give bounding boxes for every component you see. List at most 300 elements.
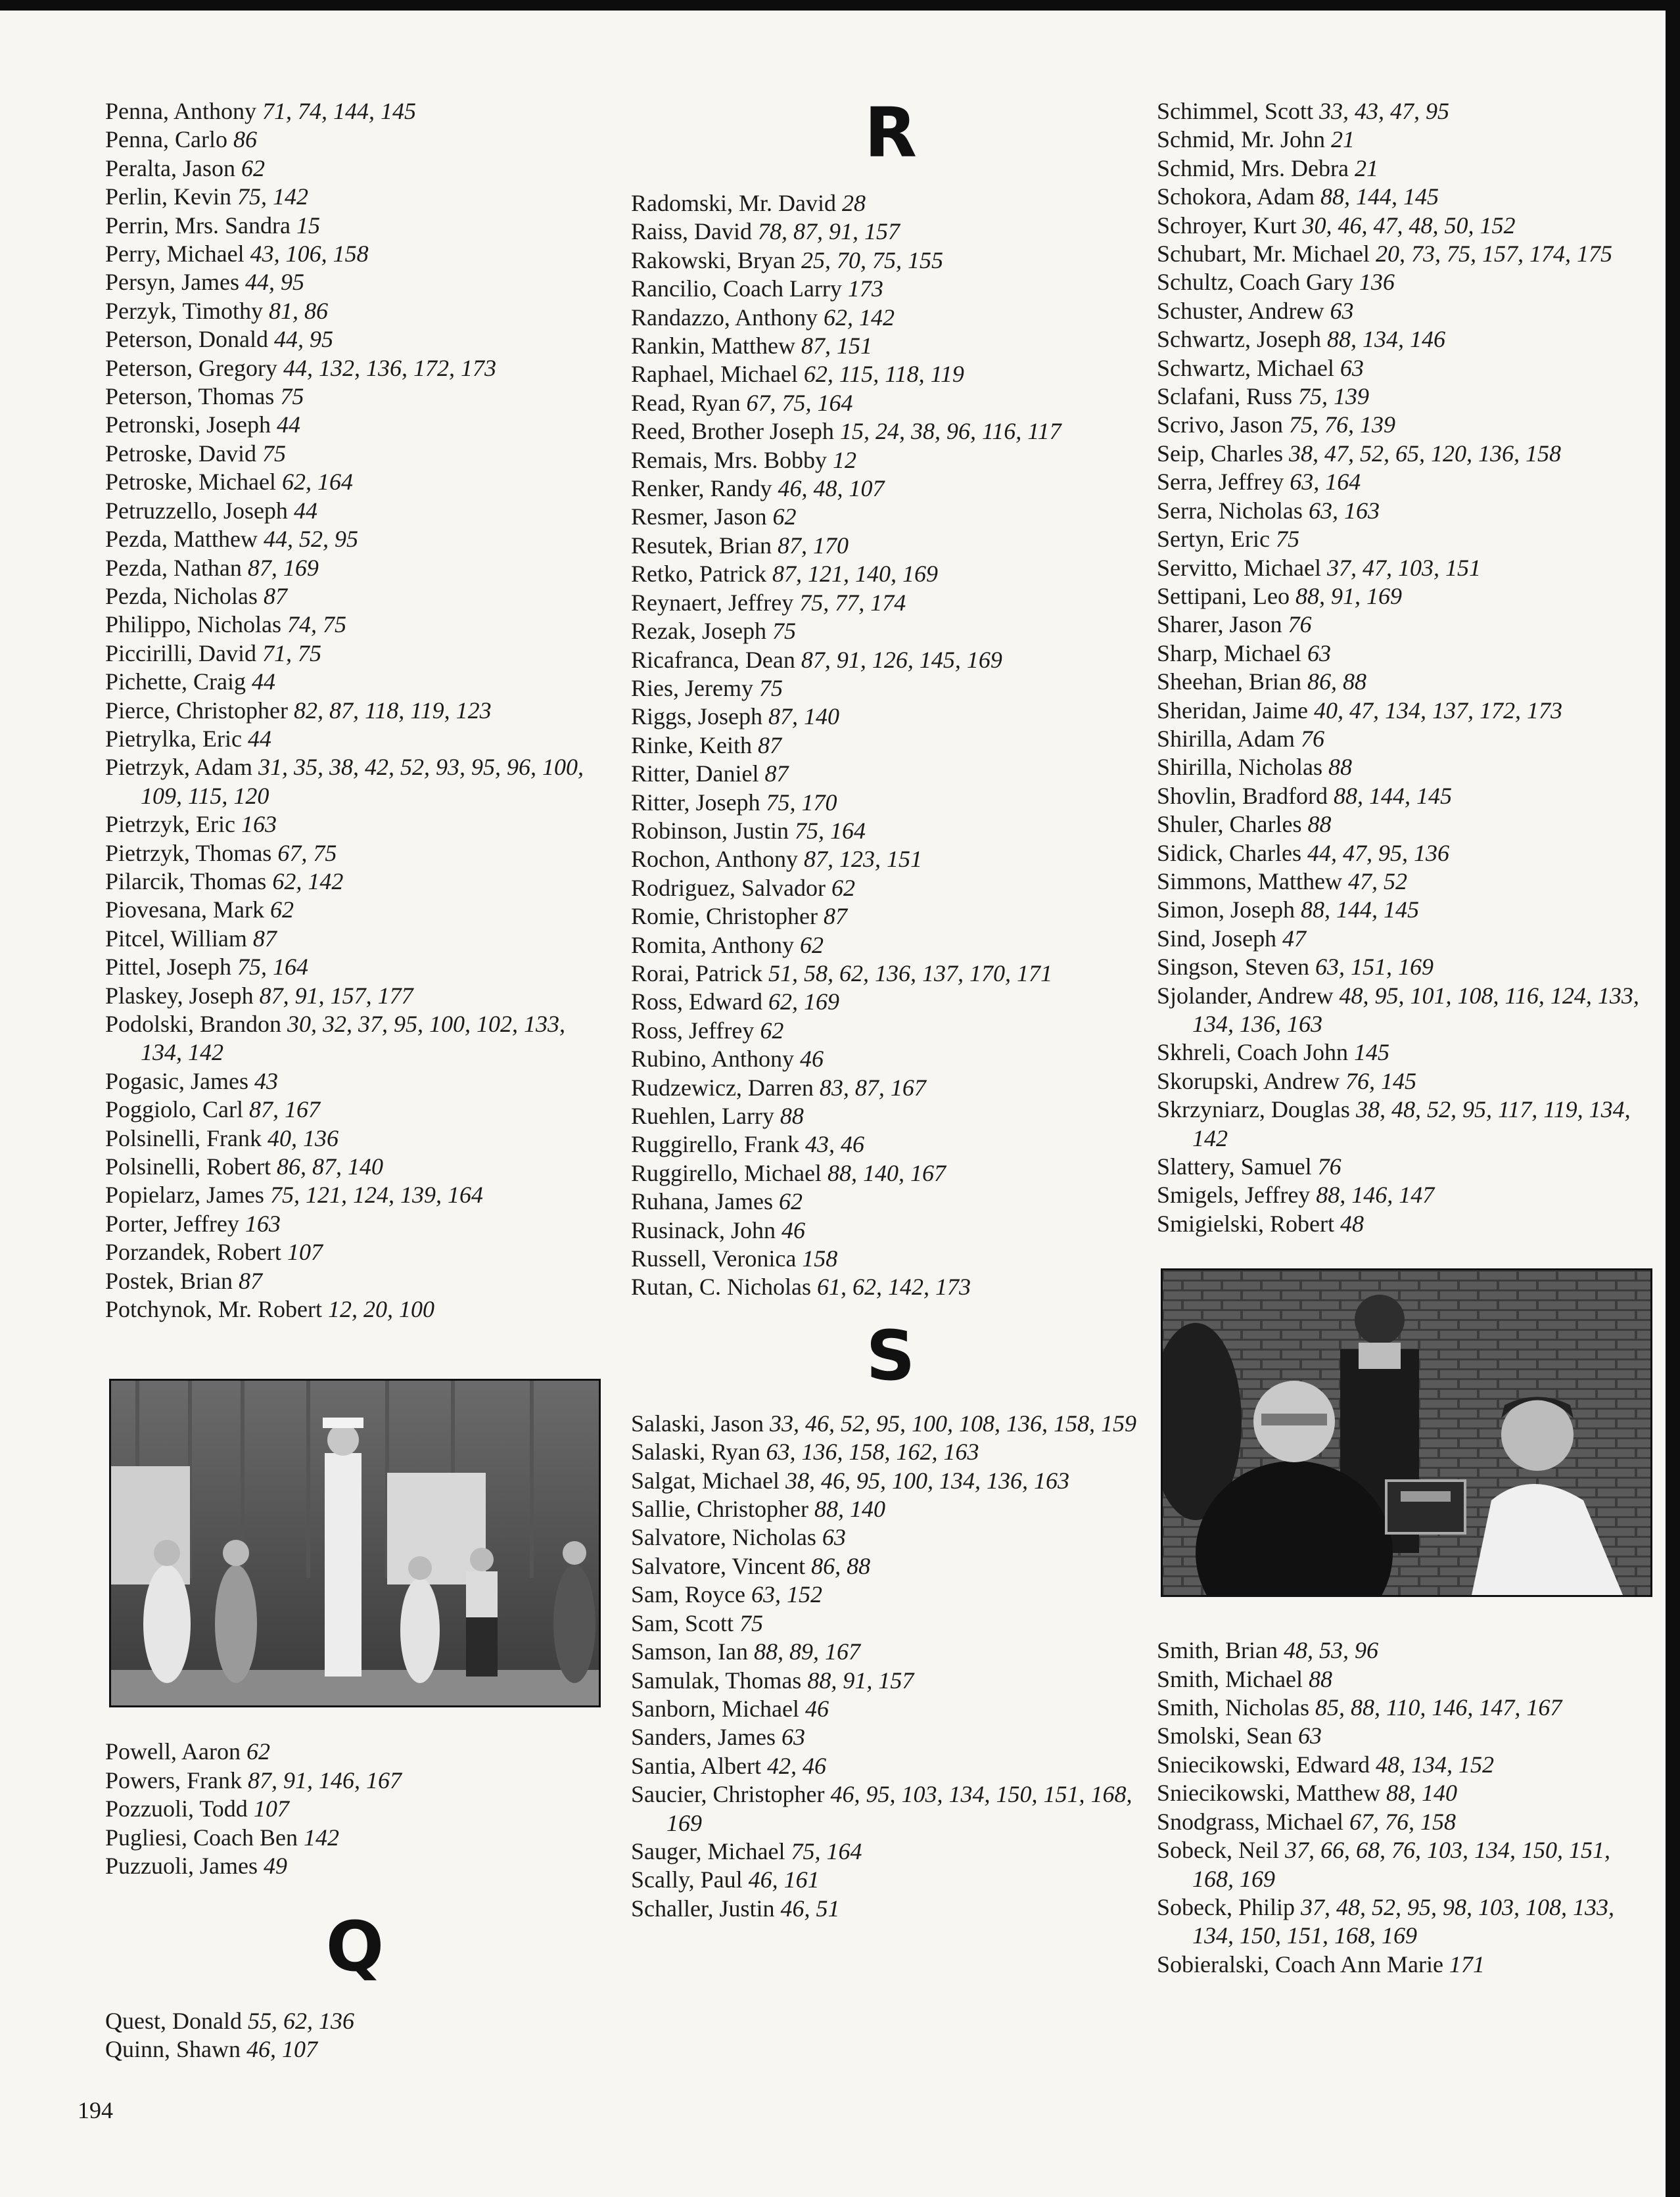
entry-name: Schimmel, Scott (1157, 98, 1313, 124)
entry-pages: 75 (262, 440, 286, 467)
entry-name: Perlin, Kevin (105, 183, 231, 210)
entry-name: Porter, Jeffrey (105, 1210, 239, 1237)
entry-name: Peterson, Gregory (105, 354, 277, 381)
index-entry (105, 1124, 605, 1153)
index-entry (631, 617, 1150, 645)
entry-name: Riggs, Joseph (631, 703, 763, 730)
entry-name: Persyn, James (105, 269, 239, 296)
index-entry (1157, 1665, 1656, 1694)
index-column-3 (1157, 97, 1656, 1979)
index-column-2 (631, 93, 1150, 1923)
entry-name: Puzzuoli, James (105, 1853, 258, 1880)
entry-pages: 76 (1301, 725, 1324, 752)
entry-name: Smigielski, Robert (1157, 1210, 1334, 1237)
entry-pages: 86, 87, 140 (277, 1153, 383, 1180)
entry-name: Quinn, Shawn (105, 2035, 241, 2062)
entry-name: Retko, Patrick (631, 561, 766, 588)
entry-pages: 88 (1328, 754, 1352, 781)
stage-performance-photo (109, 1379, 601, 1707)
index-entry (631, 360, 1150, 388)
entry-pages: 46, 48, 107 (778, 475, 885, 502)
index-entry (631, 304, 1150, 332)
entry-name: Powell, Aaron (105, 1738, 241, 1765)
entry-name: Peralta, Jason (105, 154, 235, 181)
index-entry (631, 1410, 1150, 1438)
entry-name: Smith, Michael (1157, 1665, 1303, 1692)
index-list (105, 2007, 605, 2064)
entry-pages: 40, 47, 134, 137, 172, 173 (1313, 697, 1562, 724)
entry-pages: 75 (758, 674, 783, 701)
entry-pages: 87, 169 (247, 554, 319, 581)
entry-pages: 62 (269, 896, 294, 923)
entry-pages: 88, 91, 157 (807, 1667, 914, 1694)
index-entry (631, 1074, 1150, 1102)
entry-pages: 75 (772, 618, 796, 645)
entry-pages: 48, 53, 96 (1284, 1637, 1379, 1664)
entry-pages: 75, 142 (237, 183, 308, 210)
entry-pages: 76, 145 (1345, 1067, 1416, 1094)
index-entry (105, 497, 605, 525)
index-entry (105, 582, 605, 611)
index-entry (1157, 668, 1656, 696)
index-entry (631, 389, 1150, 417)
index-entry (1157, 297, 1656, 325)
entry-name: Sharp, Michael (1157, 639, 1301, 666)
entry-pages: 62, 164 (281, 469, 353, 496)
index-entry (105, 297, 605, 325)
index-entry (631, 332, 1150, 360)
entry-name: Ricafranca, Dean (631, 646, 795, 673)
entry-name: Santia, Albert (631, 1752, 761, 1779)
index-entry (105, 440, 605, 468)
entry-name: Ruhana, James (631, 1188, 773, 1215)
entry-pages: 75 (1275, 526, 1299, 553)
index-list (1157, 97, 1656, 1238)
index-entry (1157, 240, 1656, 268)
entry-pages: 25, 70, 75, 155 (801, 246, 943, 273)
entry-pages: 67, 76, 158 (1349, 1808, 1456, 1835)
entry-pages: 43, 46 (805, 1131, 864, 1158)
entry-name: Powers, Frank (105, 1767, 242, 1793)
entry-pages: 107 (253, 1795, 289, 1822)
index-entry (1157, 525, 1656, 553)
entry-name: Salvatore, Vincent (631, 1552, 806, 1579)
section-letter-r: R (864, 93, 918, 173)
index-entry (631, 1159, 1150, 1188)
page-number: 194 (78, 2097, 113, 2123)
index-entry (631, 646, 1150, 674)
entry-name: Robinson, Justin (631, 817, 789, 844)
index-entry (1157, 1067, 1656, 1096)
entry-name: Romita, Anthony (631, 931, 795, 958)
entry-name: Popielarz, James (105, 1182, 264, 1209)
index-entry (631, 474, 1150, 503)
entry-name: Sauger, Michael (631, 1838, 785, 1864)
entry-name: Sam, Royce (631, 1581, 745, 1608)
entry-name: Sheridan, Jaime (1157, 697, 1308, 724)
entry-pages: 31, 35, 38, 42, 52, 93, 95, 96, 100, 109, 115, 120 (141, 754, 584, 809)
entry-pages: 163 (241, 811, 277, 838)
entry-name: Pozzuoli, Todd (105, 1795, 248, 1822)
index-entry (1157, 810, 1656, 839)
index-entry (1157, 725, 1656, 753)
entry-pages: 87, 91, 126, 145, 169 (801, 646, 1002, 673)
entry-pages: 88 (1308, 1665, 1332, 1692)
index-entry (1157, 1722, 1656, 1750)
index-entry (1157, 183, 1656, 211)
entry-name: Ruggirello, Michael (631, 1159, 822, 1186)
scan-right-edge (1666, 0, 1680, 2197)
entry-pages: 33, 43, 47, 95 (1319, 98, 1449, 124)
index-entry (631, 988, 1150, 1016)
index-entry (631, 817, 1150, 845)
entry-pages: 62 (241, 154, 265, 181)
entry-name: Randazzo, Anthony (631, 304, 818, 331)
index-entry (631, 1438, 1150, 1466)
index-entry (105, 1210, 605, 1238)
index-entry (105, 839, 605, 867)
entry-name: Ross, Jeffrey (631, 1017, 755, 1044)
entry-name: Skorupski, Andrew (1157, 1067, 1340, 1094)
index-entry (1157, 1951, 1656, 1979)
index-entry (631, 1130, 1150, 1159)
index-entry (1157, 1153, 1656, 1181)
index-entry (631, 1752, 1150, 1780)
entry-name: Rusinack, John (631, 1216, 776, 1243)
index-entry (105, 725, 605, 753)
index-entry (631, 960, 1150, 988)
entry-pages: 46 (805, 1695, 829, 1722)
entry-name: Peterson, Thomas (105, 383, 275, 410)
index-entry (1157, 468, 1656, 496)
entry-pages: 46, 95, 103, 134, 150, 151, 168, 169 (666, 1781, 1132, 1836)
entry-name: Perry, Michael (105, 241, 245, 267)
index-entry (105, 1096, 605, 1124)
entry-pages: 33, 46, 52, 95, 100, 108, 136, 158, 159 (770, 1410, 1136, 1437)
entry-pages: 71, 75 (262, 639, 321, 666)
entry-pages: 15 (296, 212, 320, 239)
entry-pages: 88 (780, 1103, 804, 1129)
entry-name: Rorai, Patrick (631, 960, 762, 986)
entry-name: Petruzzello, Joseph (105, 497, 288, 524)
entry-pages: 62, 169 (768, 988, 839, 1015)
entry-pages: 86, 88 (811, 1552, 871, 1579)
entry-pages: 87, 140 (768, 703, 840, 730)
entry-pages: 48, 95, 101, 108, 116, 124, 133, 134, 136, 163 (1192, 982, 1639, 1037)
entry-pages: 46 (782, 1216, 805, 1243)
entry-pages: 75, 164 (237, 954, 309, 981)
index-entry (1157, 867, 1656, 896)
entry-pages: 76 (1317, 1153, 1342, 1180)
entry-pages: 87, 121, 140, 169 (772, 561, 938, 588)
entry-pages: 55, 62, 136 (247, 2007, 354, 2034)
entry-pages: 75 (280, 383, 304, 410)
entry-pages: 44, 47, 95, 136 (1307, 839, 1449, 866)
index-entry (105, 1181, 605, 1209)
index-entry (631, 1216, 1150, 1245)
entry-pages: 44 (293, 497, 317, 524)
entry-pages: 30, 46, 47, 48, 50, 152 (1302, 212, 1516, 239)
entry-name: Ries, Jeremy (631, 674, 753, 701)
index-list (105, 97, 605, 1324)
entry-pages: 42, 46 (766, 1752, 826, 1779)
index-entry (105, 1767, 605, 1795)
index-entry (105, 183, 605, 211)
entry-name: Reynaert, Jeffrey (631, 589, 794, 616)
entry-pages: 158 (802, 1245, 838, 1272)
entry-pages: 88, 144, 145 (1301, 896, 1420, 923)
entry-name: Schmid, Mr. John (1157, 126, 1326, 153)
entry-name: Raiss, David (631, 218, 752, 245)
index-entry (105, 268, 605, 296)
entry-name: Ross, Edward (631, 988, 762, 1015)
index-entry (1157, 925, 1656, 953)
entry-pages: 75, 164 (795, 817, 866, 844)
entry-name: Pogasic, James (105, 1067, 248, 1094)
index-entry (1157, 497, 1656, 525)
index-entry (105, 697, 605, 725)
entry-name: Schuster, Andrew (1157, 297, 1324, 324)
index-entry (631, 560, 1150, 588)
entry-pages: 46, 161 (748, 1866, 820, 1893)
index-entry (105, 668, 605, 696)
entry-pages: 87 (764, 760, 789, 787)
entry-pages: 173 (847, 275, 883, 302)
entry-name: Sidick, Charles (1157, 839, 1301, 866)
entry-name: Podolski, Brandon (105, 1011, 282, 1037)
index-entry (631, 218, 1150, 246)
entry-name: Radomski, Mr. David (631, 190, 836, 216)
index-entry (105, 468, 605, 496)
entry-name: Skrzyniarz, Douglas (1157, 1096, 1350, 1123)
index-entry (631, 1467, 1150, 1495)
entry-pages: 63 (781, 1724, 805, 1751)
entry-pages: 15, 24, 38, 96, 116, 117 (839, 418, 1062, 445)
entry-pages: 86, 88 (1307, 668, 1366, 695)
entry-name: Servitto, Michael (1157, 554, 1321, 581)
index-entry (631, 589, 1150, 617)
entry-pages: 48, 134, 152 (1375, 1751, 1494, 1778)
index-list (631, 189, 1150, 1302)
index-entry (631, 1895, 1150, 1923)
index-entry (1157, 382, 1656, 411)
entry-pages: 88, 140 (814, 1496, 885, 1523)
entry-name: Slattery, Samuel (1157, 1153, 1312, 1180)
index-entry (105, 2007, 605, 2035)
section-letter-s: S (866, 1315, 916, 1396)
entry-name: Sobeck, Neil (1157, 1837, 1279, 1864)
entry-pages: 20, 73, 75, 157, 174, 175 (1375, 241, 1612, 267)
entry-pages: 88, 134, 146 (1326, 326, 1445, 353)
index-entry (1157, 268, 1656, 296)
entry-name: Ruggirello, Frank (631, 1131, 799, 1158)
entry-name: Samson, Ian (631, 1638, 748, 1665)
index-entry (105, 611, 605, 639)
entry-name: Pittel, Joseph (105, 954, 232, 981)
entry-pages: 43 (254, 1067, 278, 1094)
entry-pages: 62 (246, 1738, 270, 1765)
index-entry (1157, 440, 1656, 468)
entry-pages: 43, 106, 158 (250, 241, 369, 267)
entry-pages: 163 (245, 1210, 281, 1237)
entry-pages: 46, 51 (780, 1895, 840, 1922)
entry-pages: 85, 88, 110, 146, 147, 167 (1315, 1694, 1562, 1721)
entry-pages: 44, 95 (273, 326, 333, 353)
entry-name: Peterson, Donald (105, 326, 268, 353)
scan-top-edge (0, 0, 1680, 11)
entry-name: Pierce, Christopher (105, 697, 288, 724)
index-entry (105, 1267, 605, 1295)
entry-name: Pichette, Craig (105, 668, 246, 695)
index-entry (105, 925, 605, 953)
entry-pages: 67, 75, 164 (746, 389, 853, 416)
index-entry (631, 731, 1150, 760)
entry-name: Sniecikowski, Matthew (1157, 1780, 1380, 1807)
index-entry (1157, 411, 1656, 439)
entry-name: Rinke, Keith (631, 731, 752, 758)
entry-pages: 87 (239, 1267, 262, 1294)
index-entry (105, 212, 605, 240)
entry-pages: 145 (1353, 1039, 1389, 1066)
entry-pages: 44, 95 (245, 269, 304, 296)
entry-name: Poggiolo, Carl (105, 1096, 244, 1123)
entry-name: Sertyn, Eric (1157, 526, 1270, 553)
entry-pages: 82, 87, 118, 119, 123 (293, 697, 492, 724)
entry-pages: 47, 52 (1348, 867, 1408, 894)
entry-pages: 62 (831, 874, 855, 901)
entry-pages: 63, 163 (1308, 497, 1380, 524)
entry-pages: 88 (1307, 811, 1332, 838)
entry-pages: 46, 107 (246, 2035, 317, 2062)
index-entry (1157, 639, 1656, 668)
entry-name: Petroske, Michael (105, 469, 276, 496)
entry-name: Pezda, Matthew (105, 526, 258, 553)
entry-name: Salvatore, Nicholas (631, 1524, 816, 1551)
index-entry (631, 1102, 1150, 1130)
entry-pages: 40, 136 (268, 1124, 339, 1151)
index-entry (631, 189, 1150, 218)
entry-name: Sheehan, Brian (1157, 668, 1301, 695)
index-entry (631, 1523, 1150, 1552)
index-entry (105, 1010, 605, 1067)
entry-name: Russell, Veronica (631, 1245, 797, 1272)
index-list (105, 1738, 605, 1880)
index-entry (1157, 611, 1656, 639)
entry-pages: 87 (263, 582, 287, 609)
entry-name: Smith, Brian (1157, 1637, 1278, 1664)
index-entry (105, 1067, 605, 1096)
index-entry (631, 1638, 1150, 1666)
index-entry (631, 1273, 1150, 1301)
entry-pages: 44 (251, 668, 275, 695)
entry-pages: 62, 142 (272, 867, 344, 894)
entry-pages: 63, 152 (751, 1581, 822, 1608)
entry-name: Rutan, C. Nicholas (631, 1274, 811, 1301)
entry-name: Simon, Joseph (1157, 896, 1295, 923)
index-entry (1157, 126, 1656, 154)
entry-pages: 49 (263, 1853, 287, 1880)
entry-name: Petroske, David (105, 440, 256, 467)
index-entry (631, 1723, 1150, 1751)
entry-name: Postek, Brian (105, 1267, 233, 1294)
entry-pages: 38, 48, 52, 95, 117, 119, 134, 142 (1192, 1096, 1631, 1151)
entry-pages: 75, 139 (1297, 383, 1369, 410)
entry-pages: 88, 91, 169 (1295, 582, 1402, 609)
entry-pages: 37, 66, 68, 76, 103, 134, 150, 151, 168, 169 (1192, 1837, 1610, 1892)
entry-pages: 37, 48, 52, 95, 98, 103, 108, 133, 134, 150, 151, 168, 169 (1192, 1893, 1615, 1949)
entry-pages: 62 (772, 503, 797, 530)
entry-pages: 48 (1340, 1210, 1364, 1237)
index-entry (1157, 697, 1656, 725)
entry-pages: 88, 144, 145 (1320, 183, 1439, 210)
index-entry (105, 1852, 605, 1880)
index-entry (631, 1780, 1150, 1838)
entry-pages: 12, 20, 100 (328, 1296, 434, 1323)
entry-name: Salaski, Jason (631, 1410, 764, 1437)
entry-name: Rubino, Anthony (631, 1046, 795, 1073)
entry-pages: 21 (1331, 126, 1355, 153)
index-entry (631, 532, 1150, 560)
index-entry (1157, 1096, 1656, 1153)
index-entry (631, 503, 1150, 531)
index-entry (631, 760, 1150, 788)
entry-name: Settipani, Leo (1157, 582, 1290, 609)
entry-name: Smith, Nicholas (1157, 1694, 1309, 1721)
index-entry (105, 2035, 605, 2064)
entry-name: Shirilla, Adam (1157, 725, 1295, 752)
entry-name: Pietrzyk, Eric (105, 811, 235, 838)
entry-name: Shovlin, Bradford (1157, 782, 1328, 809)
entry-pages: 63, 164 (1290, 469, 1361, 496)
entry-name: Saucier, Christopher (631, 1781, 825, 1808)
index-entry (631, 1695, 1150, 1723)
index-entry (631, 1866, 1150, 1894)
entry-name: Philippo, Nicholas (105, 611, 281, 638)
index-entry (1157, 154, 1656, 183)
index-entry (1157, 1694, 1656, 1722)
entry-name: Ritter, Joseph (631, 789, 760, 816)
index-entry (105, 1795, 605, 1823)
entry-pages: 21 (1354, 154, 1378, 181)
entry-name: Sanders, James (631, 1724, 776, 1751)
entry-pages: 88, 144, 145 (1333, 782, 1452, 809)
entry-pages: 136 (1359, 269, 1395, 296)
index-entry (105, 1238, 605, 1266)
entry-name: Pilarcik, Thomas (105, 867, 267, 894)
entry-pages: 63 (1307, 639, 1331, 666)
entry-name: Rochon, Anthony (631, 846, 799, 873)
index-entry (1157, 212, 1656, 240)
entry-name: Renker, Randy (631, 475, 772, 502)
entry-pages: 37, 47, 103, 151 (1326, 554, 1481, 581)
entry-pages: 86 (233, 126, 257, 153)
entry-pages: 83, 87, 167 (819, 1074, 926, 1101)
entry-pages: 75, 121, 124, 139, 164 (269, 1182, 483, 1209)
index-list (1157, 1636, 1656, 1979)
index-entry (631, 1017, 1150, 1045)
entry-pages: 88, 89, 167 (753, 1638, 860, 1665)
entry-name: Raphael, Michael (631, 361, 798, 388)
entry-name: Seip, Charles (1157, 440, 1283, 467)
entry-name: Rankin, Matthew (631, 333, 795, 359)
entry-name: Sam, Scott (631, 1609, 734, 1636)
index-entry (105, 867, 605, 896)
entry-pages: 38, 47, 52, 65, 120, 136, 158 (1288, 440, 1561, 467)
index-entry (631, 246, 1150, 275)
entry-name: Schaller, Justin (631, 1895, 775, 1922)
index-entry (631, 1609, 1150, 1638)
entry-pages: 142 (303, 1824, 339, 1851)
